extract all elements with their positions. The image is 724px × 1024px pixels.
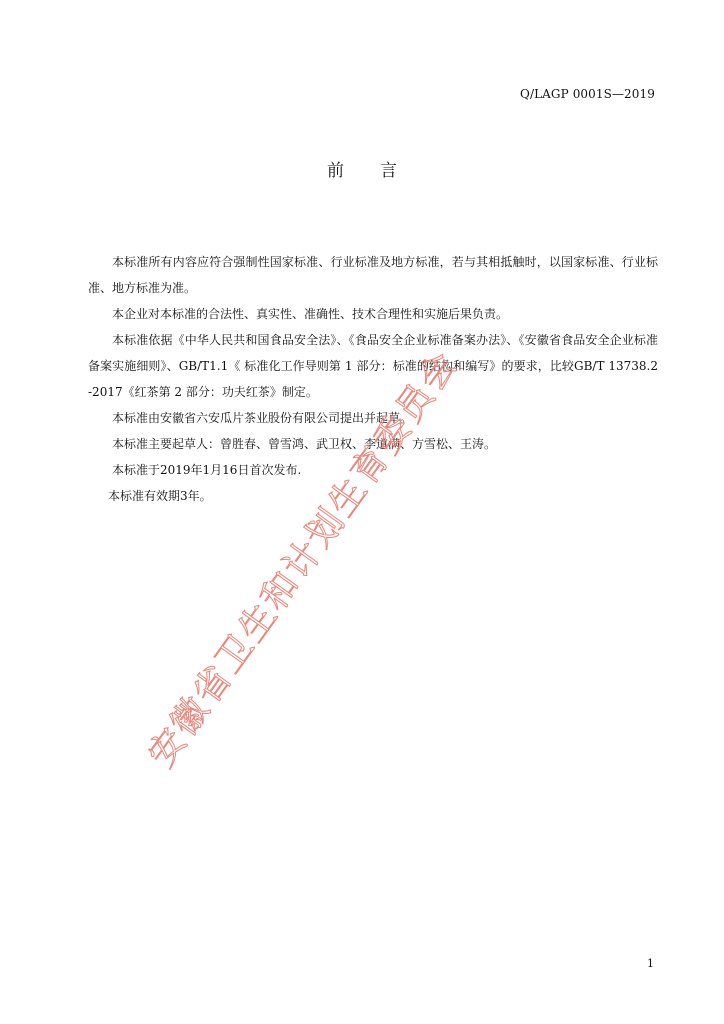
standard-code: Q/LAGP 0001S—2019: [520, 87, 655, 101]
watermark-char: 员: [388, 376, 443, 430]
watermark-char: 省: [185, 658, 241, 712]
foreword-body: [88, 249, 658, 509]
watermark-char: 委: [365, 408, 421, 462]
title-char-2: 言: [380, 161, 397, 181]
page-number: 1: [647, 957, 654, 970]
page-title: [0, 156, 724, 181]
paragraph-4: 本标准由安徽省六安瓜片茶业股份有限公司提出并起草。: [112, 411, 413, 425]
paragraph-2: 本企业对本标准的合法性、真实性、准确性、技术合理性和实施后果负责。: [112, 307, 509, 321]
watermark-char: 会: [410, 345, 466, 399]
watermark-char: 计: [275, 533, 331, 587]
watermark-char: 卫: [208, 627, 263, 681]
watermark-char: 和: [253, 564, 308, 618]
title-char-1: 前: [327, 161, 344, 181]
paragraph-1: 本标准所有内容应符合强制性国家标准、行业标准及地方标准，若与其相抵触时，以国家标准、行业标准、地方标准为准。: [88, 255, 658, 295]
paragraph-7: 本标准有效期3年。: [108, 489, 212, 503]
paragraph-5: 本标准主要起草人：曾胜春、曾雪鸿、武卫权、李道满、方雪松、王涛。: [112, 437, 497, 451]
paragraph-6: 本标准于2019年1月16日首次发布.: [112, 463, 302, 477]
watermark-char: 划: [298, 502, 353, 556]
paragraph-3: 本标准依据《中华人民共和国食品安全法》、《食品安全企业标准备案办法》、《安徽省食品安全企业标准备案实施细则》、GB/T1.1《 标准化工作导则第 1 部分：标准的结构和编写》的要求，比较GB/T 13738.2-2017《红茶第 2 部分：功夫红茶》制定。: [88, 333, 658, 399]
watermark-char: 生: [320, 470, 376, 524]
watermark-char: 徽: [163, 690, 218, 744]
watermark-char: 生: [230, 596, 286, 650]
watermark-char: 育: [343, 439, 398, 493]
watermark-char: 安: [140, 721, 196, 775]
